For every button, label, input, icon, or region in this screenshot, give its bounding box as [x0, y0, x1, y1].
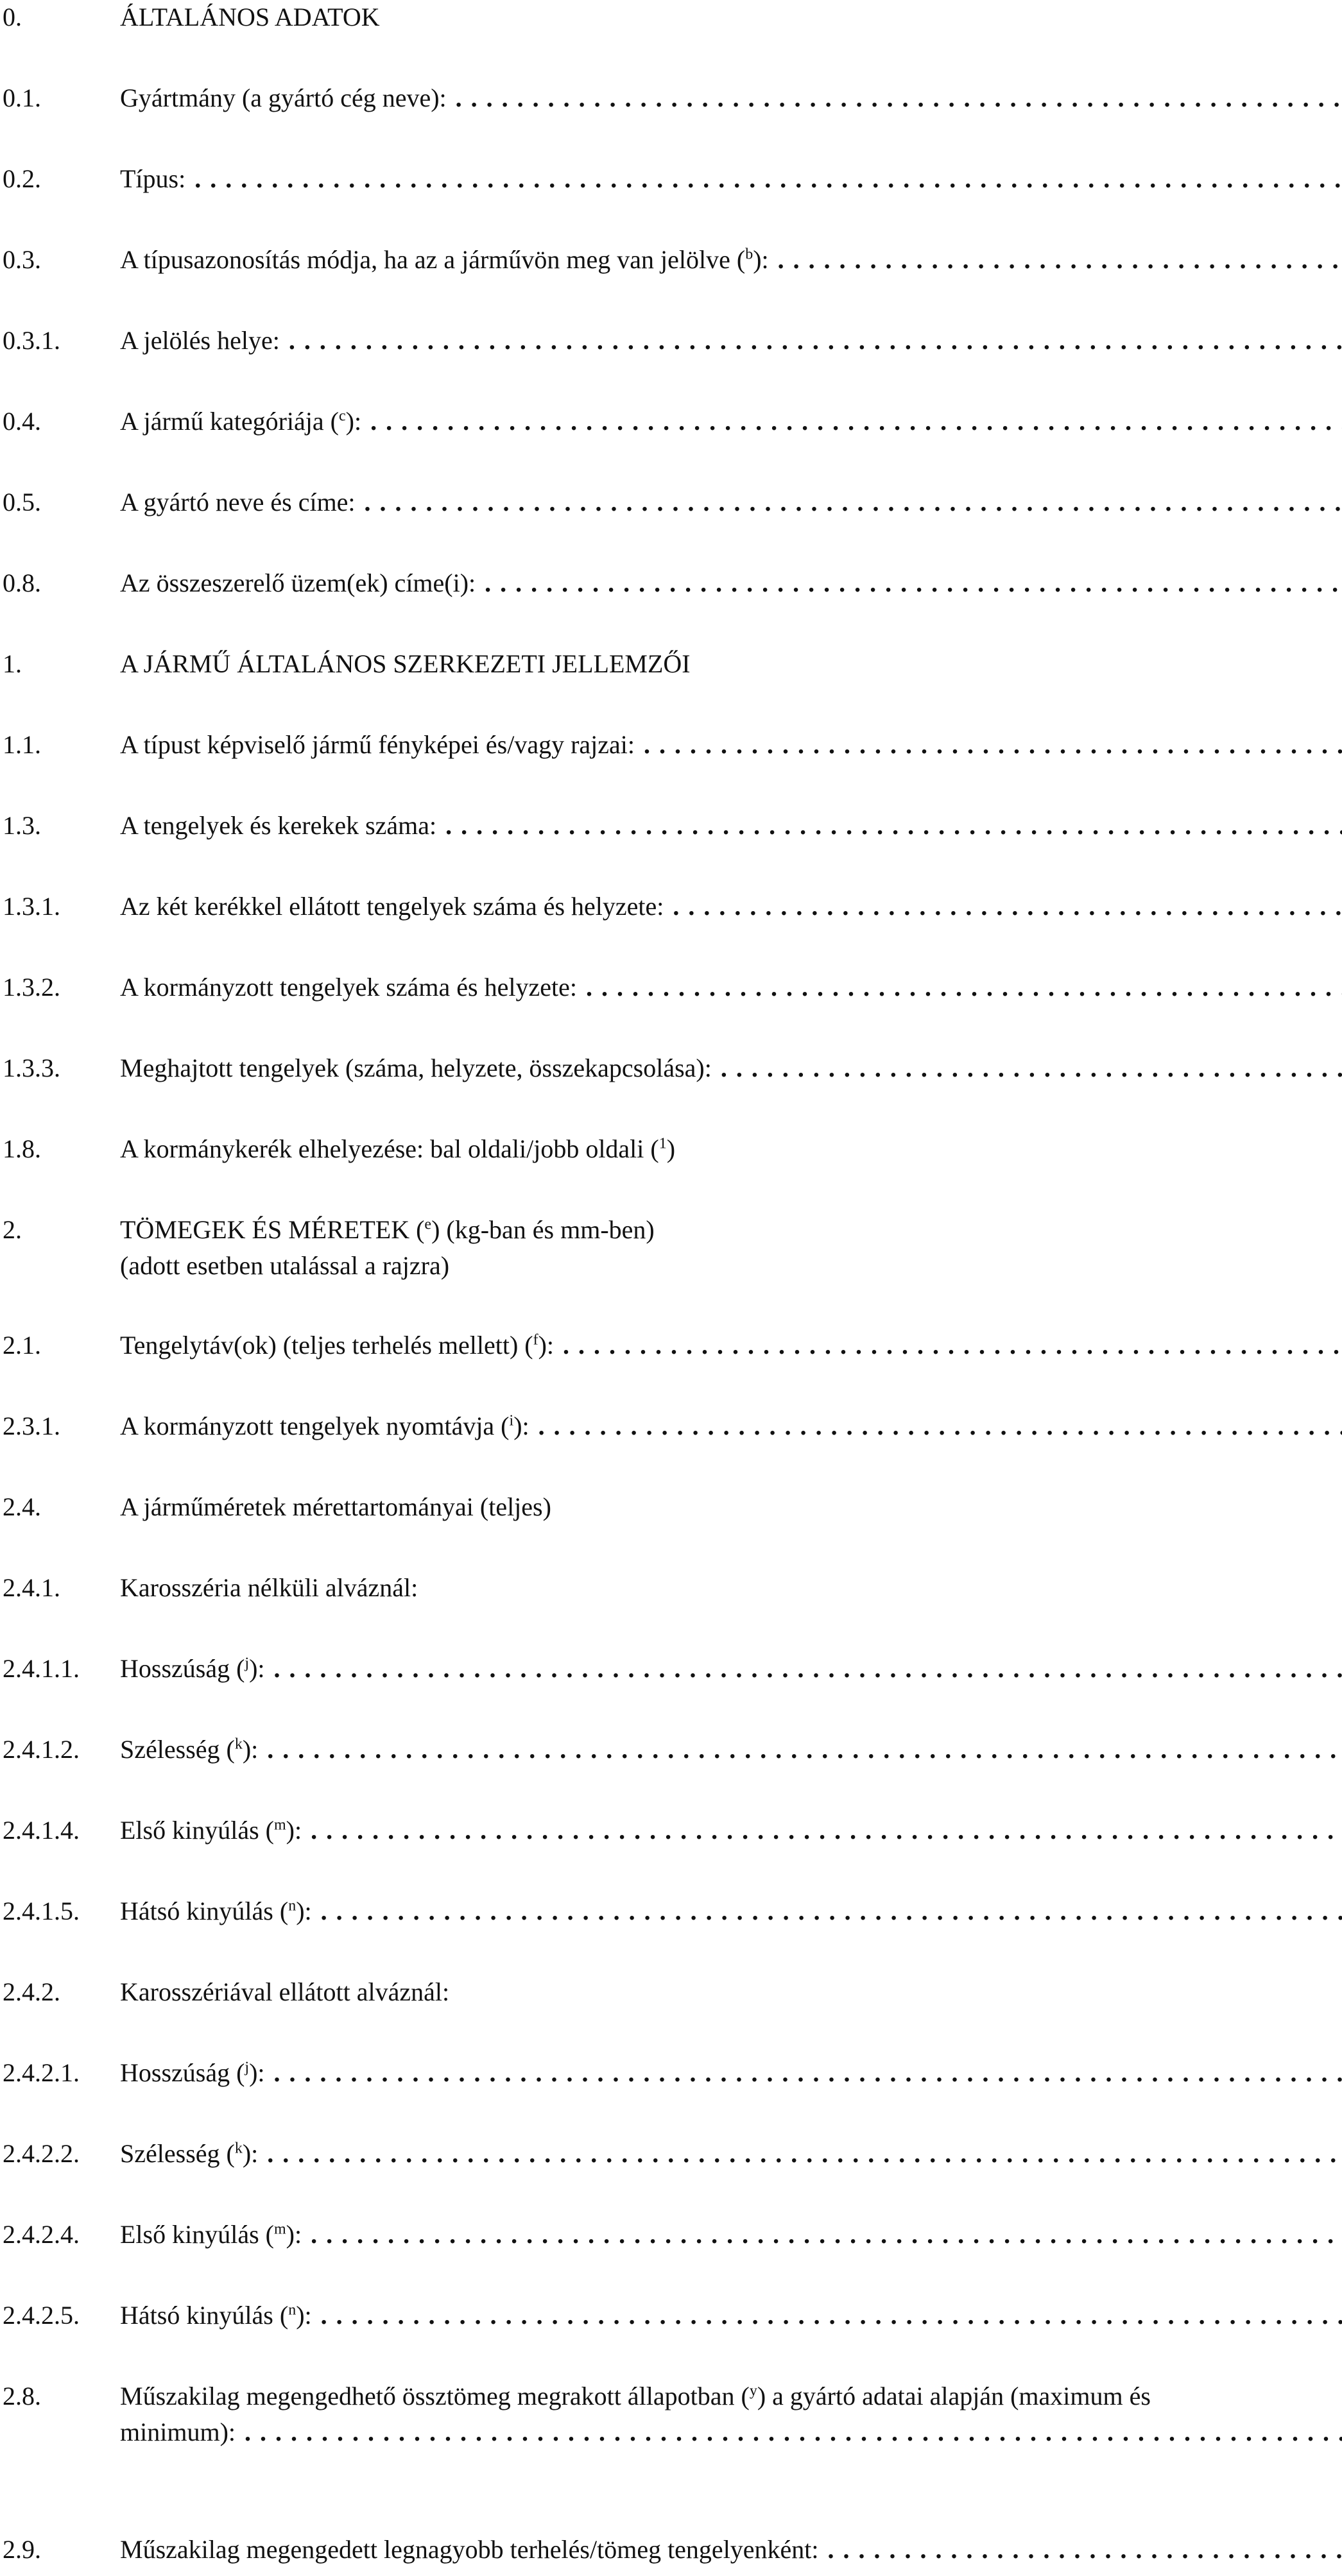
section-number: 2.4.1.2.	[3, 1735, 80, 1764]
section-number: 2.4.2.4.	[3, 2220, 80, 2249]
section-number: 1.3.	[3, 811, 41, 840]
fill-in-leader	[194, 160, 1342, 198]
fill-in-leader	[311, 2215, 1342, 2254]
footnote-ref: m	[273, 1816, 286, 1834]
fill-in-leader	[365, 483, 1342, 522]
fill-in-leader	[289, 321, 1342, 360]
form-row	[0, 2215, 1342, 2254]
footnote-ref: 1	[658, 1135, 667, 1152]
label-text: A jármű kategóriája (	[120, 407, 339, 436]
label-text-after: ):	[286, 2220, 302, 2249]
section-number: 2.4.2.	[3, 1977, 60, 2006]
label-text: A típust képviselő jármű fényképei és/vagy rajzai:	[120, 730, 635, 759]
row-label	[120, 1730, 258, 1769]
label-text: A jelölés helye:	[120, 326, 280, 355]
label-text: A járműméretek mérettartományai (teljes)	[120, 1492, 551, 1521]
form-row	[0, 1488, 1342, 1526]
section-number: 1.3.3.	[3, 1053, 60, 1082]
row-content	[120, 1892, 1342, 1931]
section-number: 1.8.	[3, 1134, 41, 1163]
row-content	[120, 2296, 1342, 2335]
row-label	[120, 1488, 551, 1526]
row-content	[120, 887, 1342, 926]
row-content	[120, 726, 1342, 764]
label-text-after: ):	[345, 407, 362, 436]
footnote-ref: j	[245, 2059, 250, 2076]
row-label	[120, 564, 476, 602]
label-text: Típus:	[120, 164, 186, 193]
form-row	[0, 645, 1342, 683]
row-label	[120, 241, 769, 279]
form-row	[0, 1973, 1342, 2011]
row-label	[120, 402, 361, 441]
form-row	[0, 0, 1342, 37]
row-label	[120, 1211, 655, 1249]
label-text-after: ):	[296, 2301, 312, 2330]
row-content	[120, 2215, 1342, 2254]
form-row	[0, 2377, 1342, 2446]
label-text: Szélesség (	[120, 1735, 235, 1764]
fill-in-leader	[456, 79, 1342, 117]
row-content	[120, 2135, 1342, 2173]
footnote-ref: b	[745, 246, 753, 263]
row-content-line2	[120, 1247, 1342, 1285]
row-content	[120, 2377, 1342, 2416]
row-label	[120, 1049, 712, 1088]
label-text: A tengelyek és kerekek száma:	[120, 811, 437, 840]
row-content	[120, 1049, 1342, 1088]
label-text: Karosszéria nélküli alváznál:	[120, 1573, 418, 1602]
label-text: Szélesség (	[120, 2139, 235, 2168]
footnote-ref: n	[288, 2301, 297, 2319]
footnote-ref: c	[338, 407, 346, 425]
label-text-after: ):	[242, 1735, 259, 1764]
fill-in-leader	[267, 1730, 1342, 1769]
section-number: 0.3.	[3, 245, 41, 274]
section-number: 0.8.	[3, 568, 41, 597]
section-number: 2.4.1.4.	[3, 1816, 80, 1845]
form-row	[0, 241, 1342, 279]
section-number: 1.3.2.	[3, 973, 60, 1002]
label-text: A gyártó neve és címe:	[120, 488, 356, 516]
footnote-ref: j	[245, 1655, 250, 1672]
form-row	[0, 160, 1342, 198]
label-text: Az összeszerelő üzem(ek) címe(i):	[120, 568, 476, 597]
label-text: A kormánykerék elhelyezése: bal oldali/jobb oldali (	[120, 1134, 659, 1163]
form-row	[0, 806, 1342, 845]
row-label	[120, 483, 356, 522]
fill-in-leader	[245, 2413, 1342, 2452]
row-content	[120, 2530, 1342, 2569]
section-number: 2.4.2.5.	[3, 2301, 80, 2330]
row-label	[120, 0, 380, 37]
label-text: Első kinyúlás (	[120, 1816, 274, 1845]
fill-in-leader	[778, 241, 1342, 279]
label-text-after: ):	[242, 2139, 259, 2168]
section-number: 0.1.	[3, 83, 41, 112]
row-content	[120, 1130, 1342, 1168]
row-label	[120, 2530, 819, 2569]
row-content	[120, 0, 1342, 37]
form-row	[0, 1811, 1342, 1850]
label-text-after: ):	[286, 1816, 302, 1845]
fill-in-leader	[311, 1811, 1342, 1850]
row-content	[120, 483, 1342, 522]
form-row	[0, 887, 1342, 926]
row-label	[120, 726, 635, 764]
footnote-ref: y	[749, 2382, 757, 2400]
row-content	[120, 402, 1342, 441]
fill-in-leader	[321, 2296, 1342, 2335]
section-number: 1.1.	[3, 730, 41, 759]
row-label	[120, 1811, 302, 1850]
form-row	[0, 1407, 1342, 1446]
form-row	[0, 1211, 1342, 1280]
label-text-after: ):	[249, 2058, 265, 2087]
row-label	[120, 1892, 312, 1931]
row-content	[120, 564, 1342, 602]
label-text: Hosszúság (	[120, 2058, 245, 2087]
row-label	[120, 2135, 258, 2173]
label-text-line2: minimum):	[120, 2418, 236, 2446]
label-text: Műszakilag megengedett legnagyobb terhelés/tömeg tengelyenként:	[120, 2535, 819, 2564]
section-number: 0.5.	[3, 488, 41, 516]
row-content	[120, 1326, 1342, 1365]
row-label	[120, 79, 447, 117]
row-content	[120, 968, 1342, 1007]
row-content	[120, 321, 1342, 360]
form-row	[0, 1049, 1342, 1088]
section-number: 2.4.2.1.	[3, 2058, 80, 2087]
form-row	[0, 1892, 1342, 1931]
row-label	[120, 2215, 302, 2254]
fill-in-leader	[828, 2530, 1342, 2569]
row-label	[120, 2054, 265, 2092]
form-row	[0, 726, 1342, 764]
footnote-ref: e	[424, 1216, 432, 1233]
row-label	[120, 321, 280, 360]
form-row	[0, 483, 1342, 522]
label-text-after: ):	[296, 1897, 312, 1925]
label-text-after: ):	[538, 1331, 555, 1360]
footnote-ref: k	[234, 1736, 243, 1753]
form-row	[0, 1730, 1342, 1769]
row-label	[120, 1973, 449, 2011]
form-row	[0, 1569, 1342, 1607]
fill-in-leader	[563, 1326, 1342, 1365]
form-row	[0, 79, 1342, 117]
label-text: Hátsó kinyúlás (	[120, 2301, 289, 2330]
form-row	[0, 1650, 1342, 1688]
section-number: 0.	[3, 3, 22, 31]
section-number: 2.4.1.	[3, 1573, 60, 1602]
fill-in-leader	[267, 2135, 1342, 2173]
section-number: 2.1.	[3, 1331, 41, 1360]
section-number: 0.2.	[3, 164, 41, 193]
form-row	[0, 2530, 1342, 2569]
label-text-after: )	[666, 1134, 676, 1163]
label-text: Első kinyúlás (	[120, 2220, 274, 2249]
section-number: 0.4.	[3, 407, 41, 436]
label-text-after: ):	[249, 1654, 265, 1683]
footnote-ref: i	[509, 1412, 514, 1429]
label-text: Az két kerékkel ellátott tengelyek száma és helyzete:	[120, 892, 664, 921]
label-text: A kormányzott tengelyek száma és helyzete:	[120, 973, 577, 1002]
row-label	[120, 887, 664, 926]
label-text: A kormányzott tengelyek nyomtávja (	[120, 1412, 510, 1440]
fill-in-leader	[370, 402, 1342, 441]
section-number: 2.3.1.	[3, 1412, 60, 1440]
row-content	[120, 1569, 1342, 1607]
row-content	[120, 1730, 1342, 1769]
row-content	[120, 806, 1342, 845]
label-text: Műszakilag megengedhető össztömeg megrakott állapotban (	[120, 2382, 750, 2410]
section-number: 2.	[3, 1215, 22, 1244]
fill-in-leader	[721, 1049, 1342, 1088]
row-content	[120, 1211, 1342, 1249]
label-text: Hátsó kinyúlás (	[120, 1897, 289, 1925]
form-row	[0, 2135, 1342, 2173]
form-row	[0, 564, 1342, 602]
section-number: 0.3.1.	[3, 326, 60, 355]
fill-in-leader	[644, 726, 1342, 764]
form-row	[0, 402, 1342, 441]
label-text-after: ):	[513, 1412, 529, 1440]
fill-in-leader	[673, 887, 1342, 926]
footnote-ref: m	[273, 2221, 286, 2238]
fill-in-leader	[538, 1407, 1342, 1446]
row-label	[120, 160, 185, 198]
row-label	[120, 2296, 312, 2335]
label-text: Meghajtott tengelyek (száma, helyzete, összekapcsolása):	[120, 1053, 712, 1082]
row-content	[120, 645, 1342, 683]
section-number: 2.4.2.2.	[3, 2139, 80, 2168]
row-content-line2	[120, 2413, 1342, 2452]
row-label	[120, 1569, 418, 1607]
form-row	[0, 1130, 1342, 1168]
section-number: 2.8.	[3, 2382, 41, 2410]
row-label	[120, 2377, 1151, 2416]
row-label	[120, 1130, 675, 1168]
label-text-after: ) a gyártó adatai alapján (maximum és	[757, 2382, 1151, 2410]
label-text: A JÁRMŰ ÁLTALÁNOS SZERKEZETI JELLEMZŐI	[120, 649, 691, 678]
label-text: Gyártmány (a gyártó cég neve):	[120, 83, 447, 112]
form-row	[0, 321, 1342, 360]
section-number: 2.4.1.1.	[3, 1654, 80, 1683]
row-content	[120, 1650, 1342, 1688]
row-content	[120, 2054, 1342, 2092]
footnote-ref: n	[288, 1897, 297, 1915]
form-row	[0, 2296, 1342, 2335]
row-content	[120, 1811, 1342, 1850]
label-text: ÁLTALÁNOS ADATOK	[120, 3, 380, 31]
label-text-line2: (adott esetben utalással a rajzra)	[120, 1251, 450, 1280]
section-number: 2.9.	[3, 2535, 41, 2564]
row-label	[120, 1407, 529, 1446]
label-text: A típusazonosítás módja, ha az a járművön meg van jelölve (	[120, 245, 746, 274]
row-content	[120, 79, 1342, 117]
row-content	[120, 1407, 1342, 1446]
label-text: TÖMEGEK ÉS MÉRETEK (	[120, 1215, 425, 1244]
label-text: Tengelytáv(ok) (teljes terhelés mellett) (	[120, 1331, 533, 1360]
form-row	[0, 2054, 1342, 2092]
row-content	[120, 241, 1342, 279]
fill-in-leader	[274, 2054, 1342, 2092]
label-text: Hosszúság (	[120, 1654, 245, 1683]
section-number: 2.4.	[3, 1492, 41, 1521]
form-row	[0, 1326, 1342, 1365]
form-row	[0, 968, 1342, 1007]
section-number: 1.3.1.	[3, 892, 60, 921]
fill-in-leader	[321, 1892, 1342, 1931]
label-text: Karosszériával ellátott alváznál:	[120, 1977, 450, 2006]
label-text-after: ):	[753, 245, 769, 274]
row-label	[120, 806, 436, 845]
row-label	[120, 968, 577, 1007]
footnote-ref: k	[234, 2140, 243, 2157]
section-number: 2.4.1.5.	[3, 1897, 80, 1925]
row-content	[120, 1973, 1342, 2011]
row-label	[120, 645, 691, 683]
footnote-ref: f	[533, 1331, 538, 1349]
row-label	[120, 1326, 554, 1365]
section-number: 1.	[3, 649, 22, 678]
fill-in-leader	[586, 968, 1342, 1007]
fill-in-leader	[485, 564, 1342, 602]
row-content	[120, 160, 1342, 198]
row-content	[120, 1488, 1342, 1526]
label-text-after: ) (kg-ban és mm-ben)	[431, 1215, 655, 1244]
fill-in-leader	[274, 1650, 1342, 1688]
row-label	[120, 1650, 265, 1688]
fill-in-leader	[445, 806, 1342, 845]
